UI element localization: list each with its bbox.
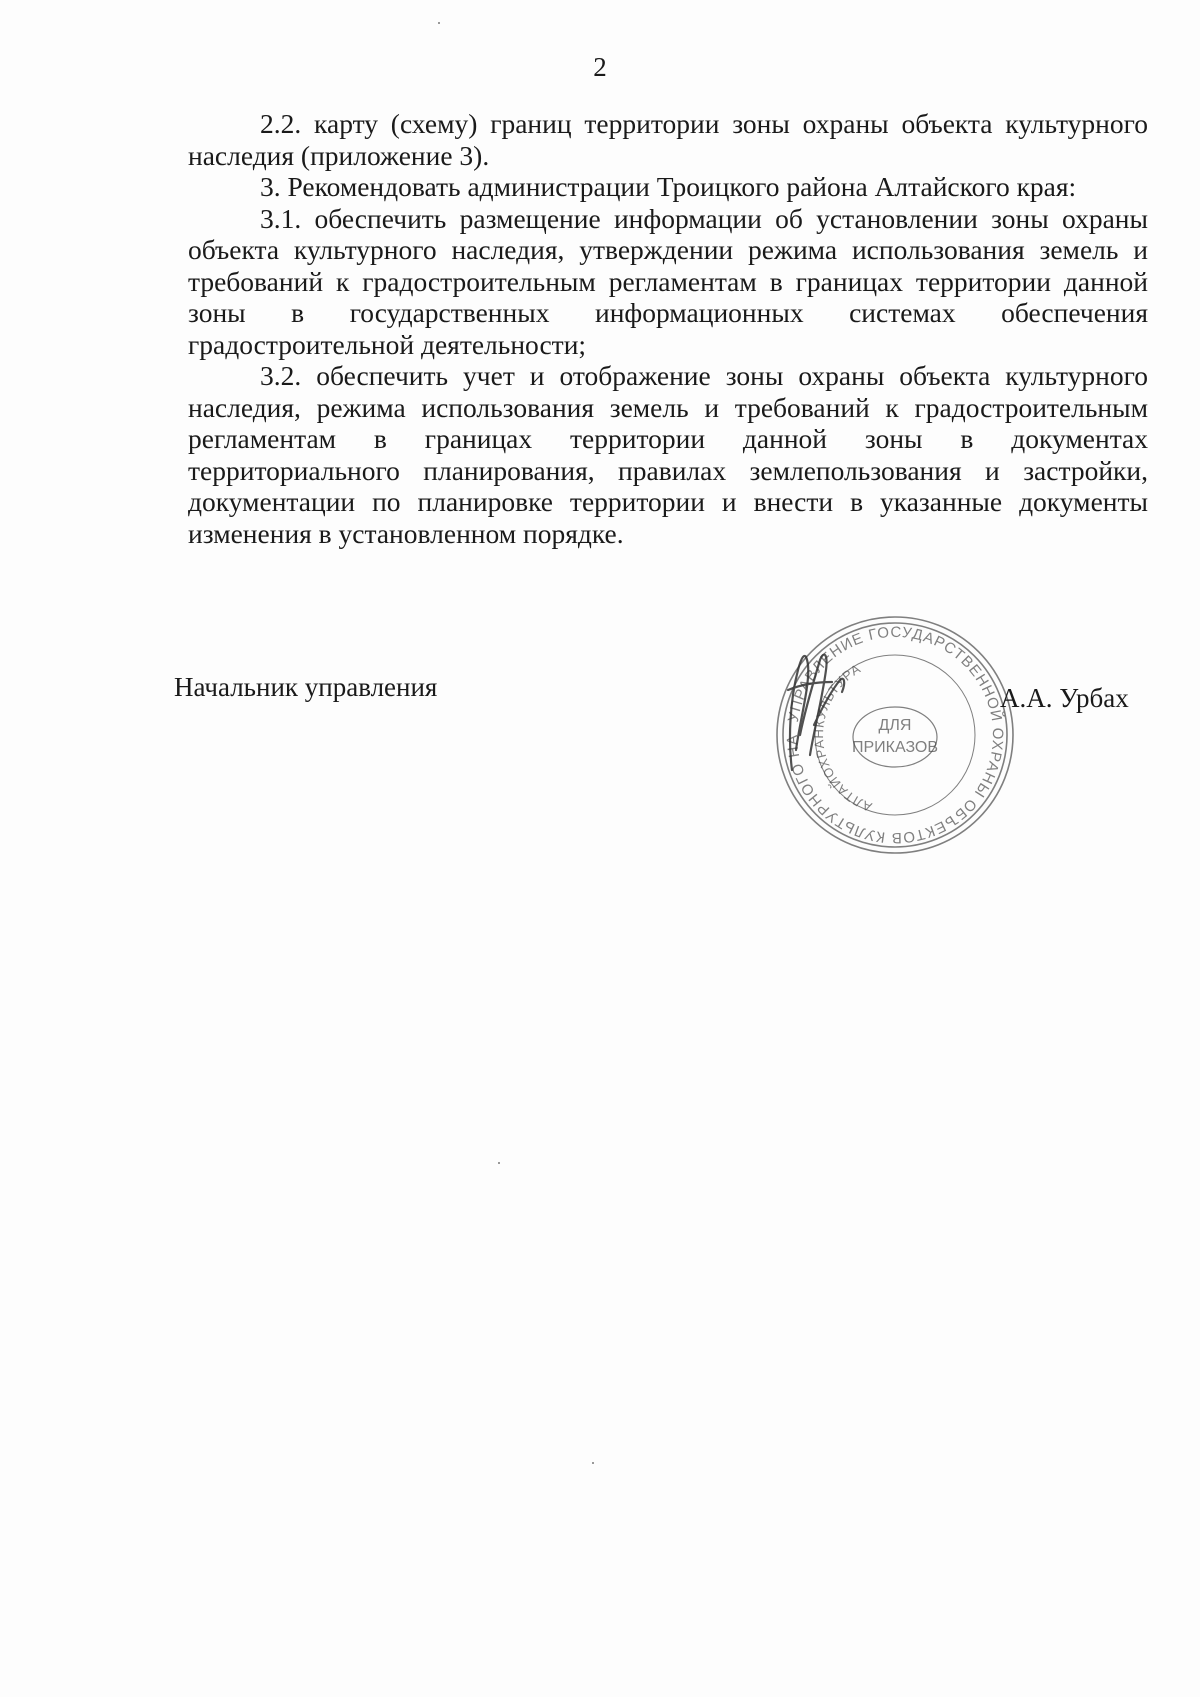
stamp-outer-text: УПРАВЛЕНИЕ ГОСУДАРСТВЕННОЙ ОХРАНЫ ОБЪЕКТОВ КУЛЬТУРНОГО НА <box>783 623 1007 847</box>
paragraph-2-2: 2.2. карту (схему) границ территории зоны охраны объекта культурного наследия (приложение 3). <box>188 108 1148 171</box>
signer-name: А.А. Урбах <box>1000 683 1129 713</box>
stamp-center-line-1: ДЛЯ <box>878 717 912 734</box>
paragraph-3-1: 3.1. обеспечить размещение информации об установлении зоны охраны объекта культурного наследия, утверждении режима использования земель и требований к градостроительным регламентам в границах территории данной зоны в государственных информационных системах обеспечения градостроительной деятельности; <box>188 202 1148 360</box>
paragraph-3: 3. Рекомендовать администрации Троицкого района Алтайского края: <box>260 171 1077 202</box>
scan-speck <box>592 1462 594 1464</box>
paragraph-3-2: 3.2. обеспечить учет и отображение зоны охраны объекта культурного наследия, режима использования земель и требований к градостроительным регламентам в границах территории данной зоны в документах территориального планирования, правилах землепользования и застройки, документации по планировке территории и внести в указанные документы изменения в установленном порядке. <box>188 360 1148 549</box>
scan-speck <box>498 1162 500 1164</box>
stamp-center-line-2: ПРИКАЗОВ <box>851 739 939 756</box>
scan-speck <box>438 22 440 24</box>
signer-position-title: Начальник управления <box>174 672 438 702</box>
handwritten-signature <box>770 630 870 780</box>
stamp-inner-text: АЛТАЙОХРАНКУЛЬТУРА <box>810 660 874 815</box>
page-number: 2 <box>593 52 607 82</box>
